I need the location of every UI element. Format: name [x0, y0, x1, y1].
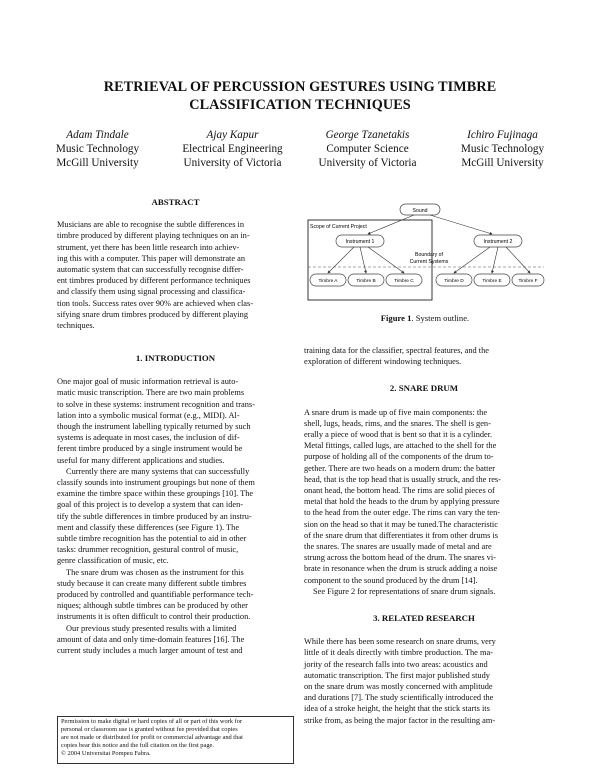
text-line: ent timbres produced by different performance techniques: [57, 276, 251, 286]
paragraph: The snare drum was chosen as the instrument for this study because it can create many different subtle timbres produced by controlled and quantifiable performance tech- niques; although subtle timbres can be produced by other instruments it is often difficult to control their production.: [57, 567, 254, 622]
paper-title: [60, 78, 540, 114]
text-line: techniques.: [57, 321, 95, 331]
title-line-1: RETRIEVAL OF PERCUSSION GESTURES USING TIMBRE: [103, 79, 497, 95]
scope-label: Scope of Current Project: [310, 224, 367, 230]
abstract-heading: ABSTRACT: [151, 197, 200, 207]
timbre-b-label: Timbre B: [356, 279, 376, 284]
arrow: [368, 247, 404, 273]
related-research-heading: 3. RELATED RESEARCH: [373, 613, 475, 624]
paragraph: Currently there are many systems that can successfully classify sounds into instrument groupings but none of them examine the timbre space within these groupings [10]. The goal of this project is to develop a system that can iden- tify the subtle differences in timbre produced by an instru- ment and classify these differences (see Figure 1). The subtle timbre recognition has the potential to aid in other tasks: drummer recognition, gestural control of music, genre classification of music, etc.: [57, 466, 255, 566]
instrument-2-label: Instrument 2: [483, 239, 513, 245]
timbre-a-label: Timbre A: [318, 279, 338, 284]
text-line: and classify them using signal processing and classifica-: [57, 287, 246, 297]
boundary-label-2: Current Systems: [409, 259, 449, 265]
text-line: ing this with a computer. This paper will demonstrate an: [57, 253, 246, 263]
author-inst: University of Victoria: [318, 157, 417, 169]
figure-1: [304, 198, 546, 308]
boundary-label-1: Boundary of: [415, 252, 443, 258]
text-line: tion tools. Success rates over 90% are achieved when clas-: [57, 298, 254, 308]
arrow: [454, 247, 490, 273]
author: [165, 128, 300, 170]
text-line: automatic system that can successfully recognise differ-: [57, 265, 244, 275]
arrow: [506, 247, 530, 273]
text-line: strument, yet there has been little research into achiev-: [57, 242, 240, 252]
author-name: Ichiro Fujinaga: [467, 129, 538, 141]
timbre-c-label: Timbre C: [394, 279, 414, 284]
author: [300, 128, 435, 170]
text-line: timbre produced by different playing techniques on an in-: [57, 231, 250, 241]
arrow: [492, 247, 498, 273]
introduction-section: [57, 353, 294, 656]
author-inst: McGill University: [461, 157, 544, 169]
snare-drum-heading: 2. SNARE DRUM: [389, 383, 459, 394]
timbre-e-label: Timbre E: [482, 279, 502, 284]
author-dept: Music Technology: [55, 143, 140, 155]
title-line-2: CLASSIFICATION TECHNIQUES: [189, 97, 411, 113]
author-inst: University of Victoria: [183, 157, 282, 169]
right-column: [304, 345, 544, 726]
author-block: [30, 128, 570, 170]
arrow: [328, 247, 354, 273]
system-outline-diagram: [304, 198, 546, 308]
text-line: Musicians are able to recognise the subtle differences in: [57, 220, 245, 230]
paragraph: See Figure 2 for representations of snare drum signals.: [313, 586, 496, 596]
figure-caption: [304, 313, 546, 323]
arrow: [368, 215, 414, 234]
author-inst: McGill University: [56, 157, 139, 169]
sound-label: Sound: [412, 208, 428, 214]
author-name: Adam Tindale: [66, 129, 129, 141]
timbre-d-label: Timbre D: [444, 279, 464, 284]
timbre-f-label: Timbre F: [518, 279, 538, 284]
text-line: sifying snare drum timbres produced by different playing: [57, 309, 249, 319]
author-dept: Electrical Engineering: [182, 143, 283, 155]
author-dept: Music Technology: [460, 143, 545, 155]
author-name: Ajay Kapur: [206, 129, 259, 141]
paragraph: A snare drum is made up of five main components: the shell, lugs, heads, rims, and the snares. The shell is gen- erally a piece of wood that is bent so that it is a cylinder. Metal fittings, called lugs, are attached to the shell for the purpose of holding all of the components of the drum to- gether. There are two heads on a modern drum: the batter head, that is the top head that is usually struck, and the res- onant head, the bottom head. The rims are solid pieces of metal that hold the heads to the drum by applying pressure to the head from the outer edge. The rims can vary the ten- sion on the head so that it may be tuned.The characteristic of the snare drum that differentiates it from other drums is the snares. The snares are usually made of metal and are strung across the bottom head of the drum. The snares vi- brate in resonance when the drum is struck adding a noise component to the sound produced by the drum [14].: [304, 407, 501, 585]
arrow: [430, 215, 492, 234]
author-name: George Tzanetakis: [325, 129, 410, 141]
abstract-text: [57, 219, 294, 331]
introduction-heading: 1. INTRODUCTION: [135, 353, 216, 363]
copyright-notice: Permission to make digital or hard copies of all or part of this work for personal or classroom use is granted without fee provided that copies are not made or distributed for profit or commercial advantage and that copies bear this notice and the full citation on the first page. © 2004 Universitat Pompeu Fabra.: [57, 716, 294, 764]
paragraph: training data for the classifier, spectral features, and the exploration of different windowing techniques.: [304, 346, 490, 367]
paragraph: One major goal of music information retrieval is auto- matic music transcription. There are two main problems to solve in these systems: instrument recognition and trans- lation into a symbolic musical format (e.g., MIDI). Al- though the instrument labelling typically returned by such systems is adequate in most cases, the inclusion of dif- ferent timbre produced by a single instrument would be useful for many different applications and studies.: [57, 377, 255, 465]
caption-label: Figure 1: [380, 313, 412, 323]
arrow: [360, 247, 366, 273]
paragraph: While there has been some research on snare drums, very little of it deals directly with timbre production. The ma- jority of the research falls into two areas: acoustics and automatic transcription. The first major published study on the snare drum was mostly concerned with amplitude and durations [7]. The study scientifically introduced the idea of a stroke height, the height that the stick starts its strike from, as being the major factor in the resulting am-: [304, 637, 496, 725]
paragraph: Our previous study presented results with a limited amount of data and only time-domain features [16]. The current study includes a much larger amount of test and: [57, 623, 245, 656]
author: [30, 128, 165, 170]
abstract-section: [57, 197, 294, 331]
author-dept: Computer Science: [326, 143, 409, 155]
caption-text: . System outline.: [411, 313, 470, 323]
author: [435, 128, 570, 170]
instrument-1-label: Instrument 1: [345, 239, 375, 245]
